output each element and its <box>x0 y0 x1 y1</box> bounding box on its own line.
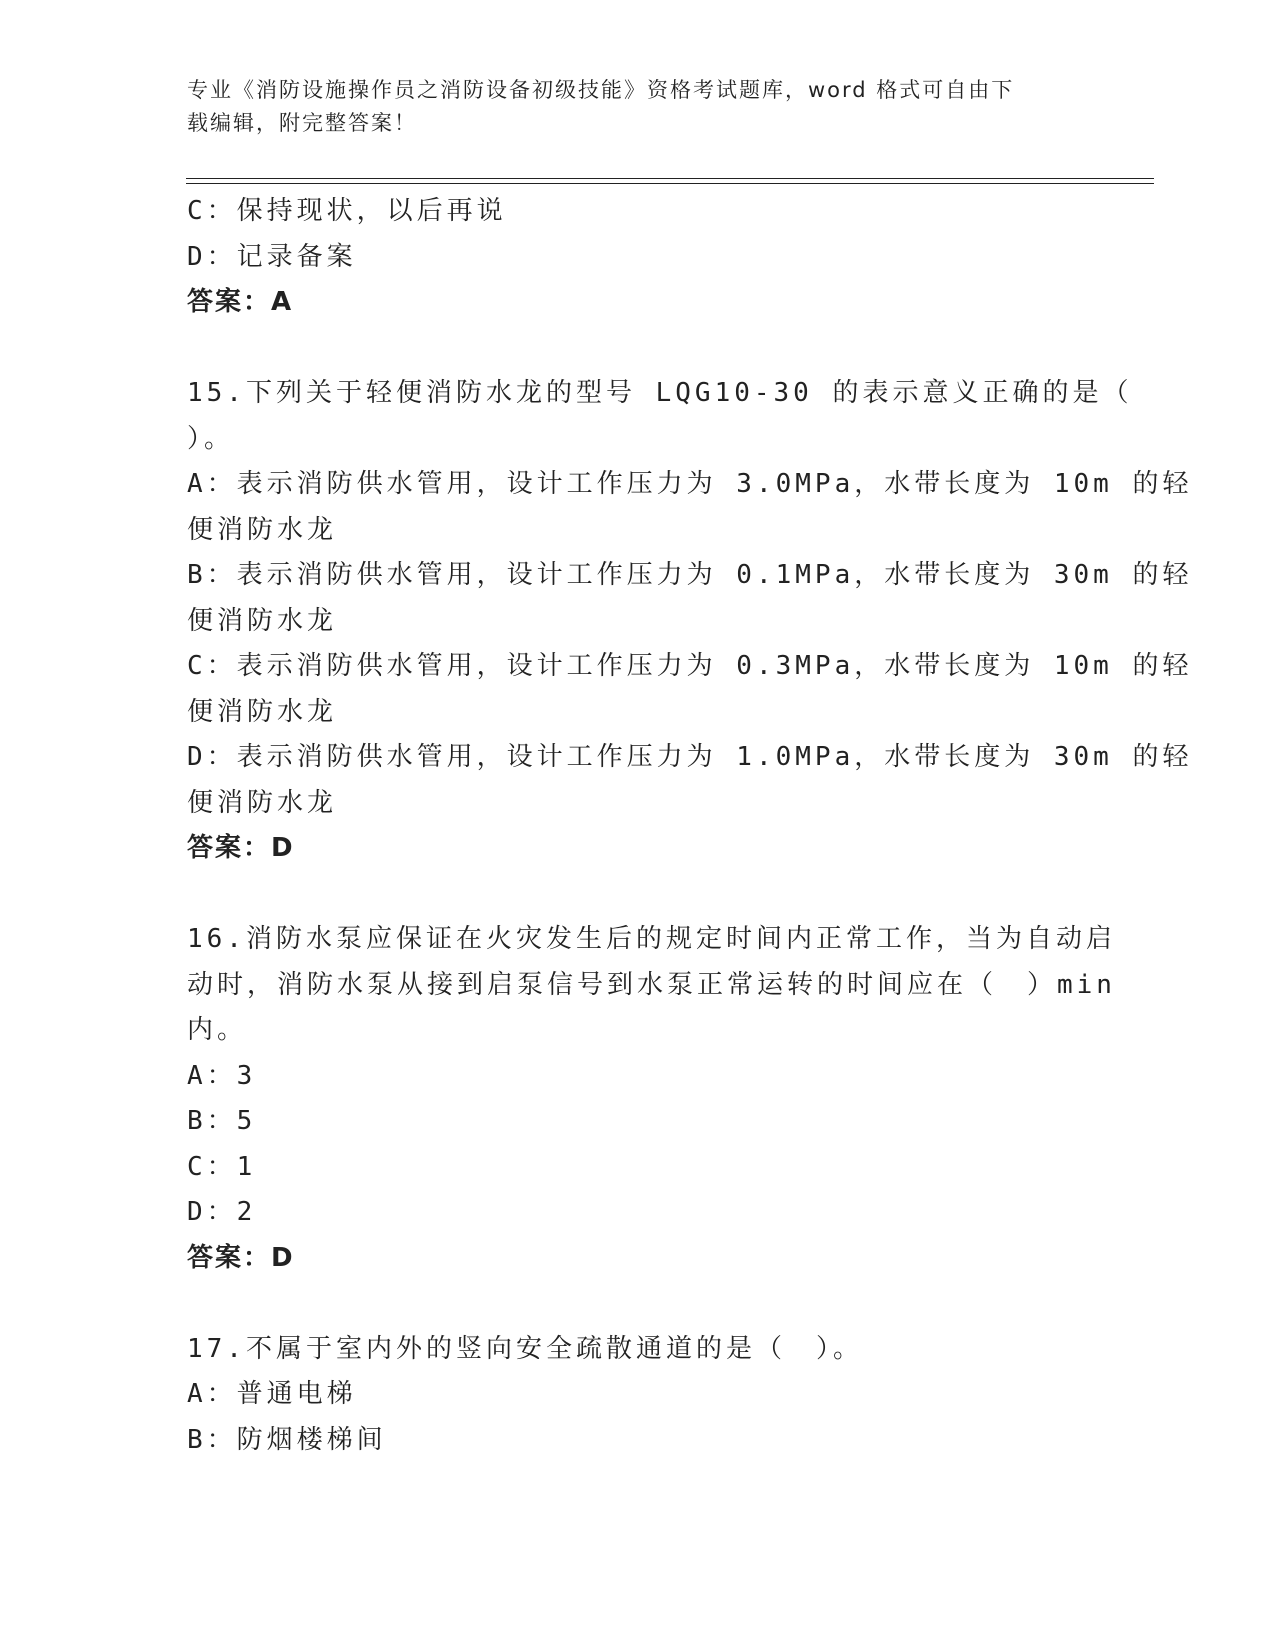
option-b: B：表示消防供水管用，设计工作压力为 0.1MPa，水带长度为 30m 的轻 <box>187 560 1193 590</box>
answer: 答案：D <box>187 833 295 863</box>
question-spacer <box>187 326 1087 372</box>
question-list <box>187 189 1193 1463</box>
option-b-cont: 便消防水龙 <box>187 605 338 636</box>
option-a: A：普通电梯 <box>187 1379 357 1409</box>
option-c: C：保持现状，以后再说 <box>187 196 507 226</box>
option-a: A：3 <box>187 1060 257 1091</box>
question-stem: 17.不属于室内外的竖向安全疏散通道的是（ ）。 <box>187 1333 863 1364</box>
question-16 <box>187 917 1116 1281</box>
header-line-2: 载编辑，附完整答案！ <box>187 111 417 135</box>
question-stem-cont: ）。 <box>187 423 235 454</box>
option-c-cont: 便消防水龙 <box>187 696 338 727</box>
question-spacer <box>187 872 1087 918</box>
document-header <box>187 74 1087 140</box>
option-c: C：1 <box>187 1151 257 1182</box>
option-a-cont: 便消防水龙 <box>187 514 338 545</box>
option-c: C：表示消防供水管用，设计工作压力为 0.3MPa，水带长度为 10m 的轻 <box>187 651 1193 681</box>
option-a: A：表示消防供水管用，设计工作压力为 3.0MPa，水带长度为 10m 的轻 <box>187 469 1193 499</box>
header-line-1: 专业《消防设施操作员之消防设备初级技能》资格考试题库，word 格式可自由下 <box>187 78 1015 102</box>
question-stem: 15.下列关于轻便消防水龙的型号 LQG10-30 的表示意义正确的是（ <box>187 378 1133 408</box>
question-stem-cont: 动时，消防水泵从接到启泵信号到水泵正常运转的时间应在（ ）min <box>187 969 1116 1000</box>
question-stem: 16.消防水泵应保证在火灾发生后的规定时间内正常工作，当为自动启 <box>187 924 1116 954</box>
option-d: D：记录备案 <box>187 241 357 272</box>
option-b: B：防烟楼梯间 <box>187 1424 387 1455</box>
question-17 <box>187 1327 1087 1464</box>
answer: 答案：A <box>187 287 294 317</box>
question-14-tail <box>187 189 1087 326</box>
option-d-cont: 便消防水龙 <box>187 787 338 818</box>
question-spacer <box>187 1281 1087 1327</box>
option-b: B：5 <box>187 1106 257 1136</box>
header-divider-bottom <box>186 183 1154 184</box>
question-stem-cont: 内。 <box>187 1015 248 1045</box>
header-divider-top <box>186 178 1154 179</box>
option-d: D：表示消防供水管用，设计工作压力为 1.0MPa，水带长度为 30m 的轻 <box>187 742 1193 772</box>
option-d: D：2 <box>187 1197 257 1227</box>
question-15 <box>187 371 1193 872</box>
answer: 答案：D <box>187 1242 295 1273</box>
